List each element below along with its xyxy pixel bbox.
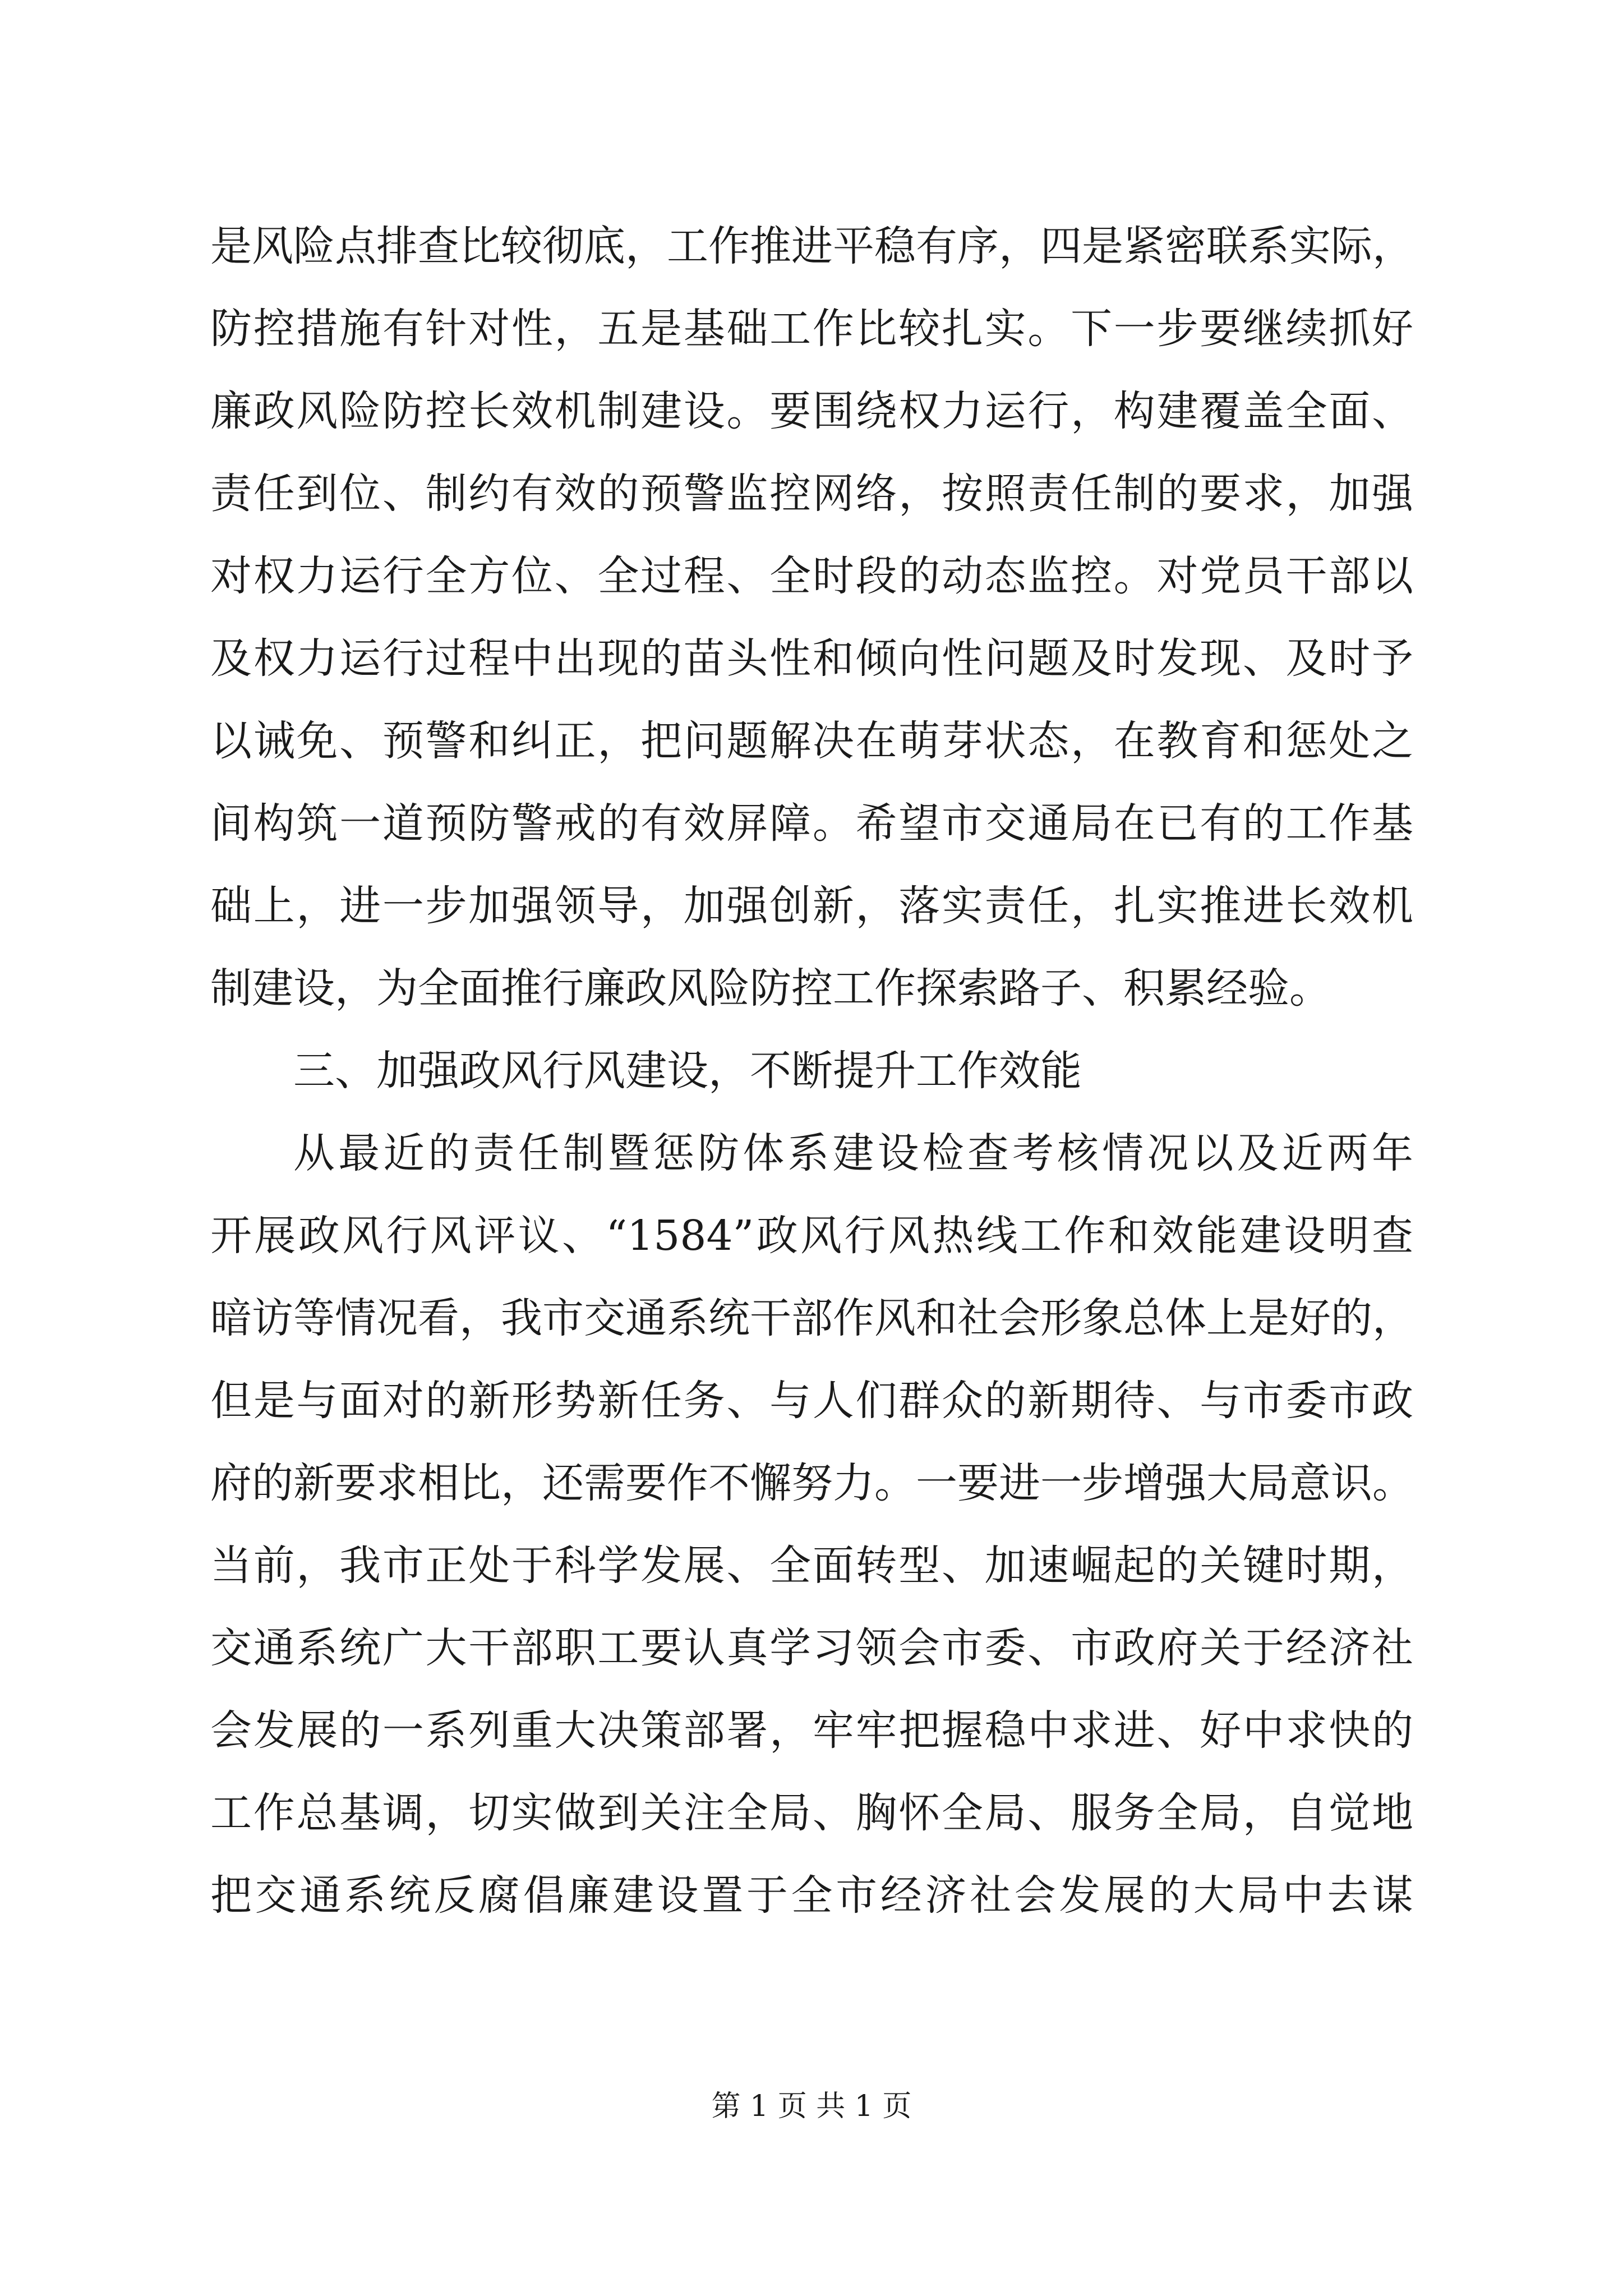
- text-line-16: 府的新要求相比，还需要作不懈努力。一要进一步增强大局意识。: [210, 1459, 1414, 1507]
- text-line-12: 从最近的责任制暨惩防体系建设检查考核情况以及近两年: [293, 1129, 1413, 1177]
- page-footer: 第 1 页 共 1 页: [711, 2090, 912, 2123]
- text-line-8: 间构筑一道预防警戒的有效屏障。希望市交通局在已有的工作基: [210, 799, 1413, 848]
- text-line-18: 交通系统广大干部职工要认真学习领会市委、市政府关于经济社: [210, 1624, 1413, 1672]
- text-line-1: 是风险点排查比较彻底，工作推进平稳有序，四是紧密联系实际，: [210, 222, 1414, 270]
- text-line-21: 把交通系统反腐倡廉建设置于全市经济社会发展的大局中去谋: [210, 1871, 1413, 1920]
- section-heading: 三、加强政风行风建设，不断提升工作效能: [293, 1047, 1082, 1095]
- text-line-7: 以诫免、预警和纠正，把问题解决在萌芽状态，在教育和惩处之: [210, 717, 1413, 765]
- text-line-4: 责任到位、制约有效的预警监控网络，按照责任制的要求，加强: [210, 470, 1413, 518]
- text-line-17: 当前，我市正处于科学发展、全面转型、加速崛起的关键时期，: [210, 1542, 1413, 1590]
- text-line-20: 工作总基调，切实做到关注全局、胸怀全局、服务全局，自觉地: [210, 1789, 1413, 1837]
- text-line-5: 对权力运行全方位、全过程、全时段的动态监控。对党员干部以: [210, 552, 1413, 600]
- text-line-19: 会发展的一系列重大决策部署，牢牢把握稳中求进、好中求快的: [210, 1706, 1413, 1755]
- text-line-3: 廉政风险防控长效机制建设。要围绕权力运行，构建覆盖全面、: [210, 387, 1413, 435]
- document-body: [210, 205, 1413, 1937]
- text-line-9: 础上，进一步加强领导，加强创新，落实责任，扎实推进长效机: [210, 882, 1413, 930]
- text-line-6: 及权力运行过程中出现的苗头性和倾向性问题及时发现、及时予: [210, 634, 1413, 683]
- text-line-10: 制建设，为全面推行廉政风险防控工作探索路子、积累经验。: [210, 964, 1331, 1013]
- text-line-2: 防控措施有针对性，五是基础工作比较扎实。下一步要继续抓好: [210, 305, 1413, 353]
- text-line-13: 开展政风行风评议、“1584”政风行风热线工作和效能建设明查: [210, 1212, 1413, 1260]
- text-line-15: 但是与面对的新形势新任务、与人们群众的新期待、与市委市政: [210, 1377, 1413, 1425]
- text-line-14: 暗访等情况看，我市交通系统干部作风和社会形象总体上是好的，: [210, 1294, 1414, 1342]
